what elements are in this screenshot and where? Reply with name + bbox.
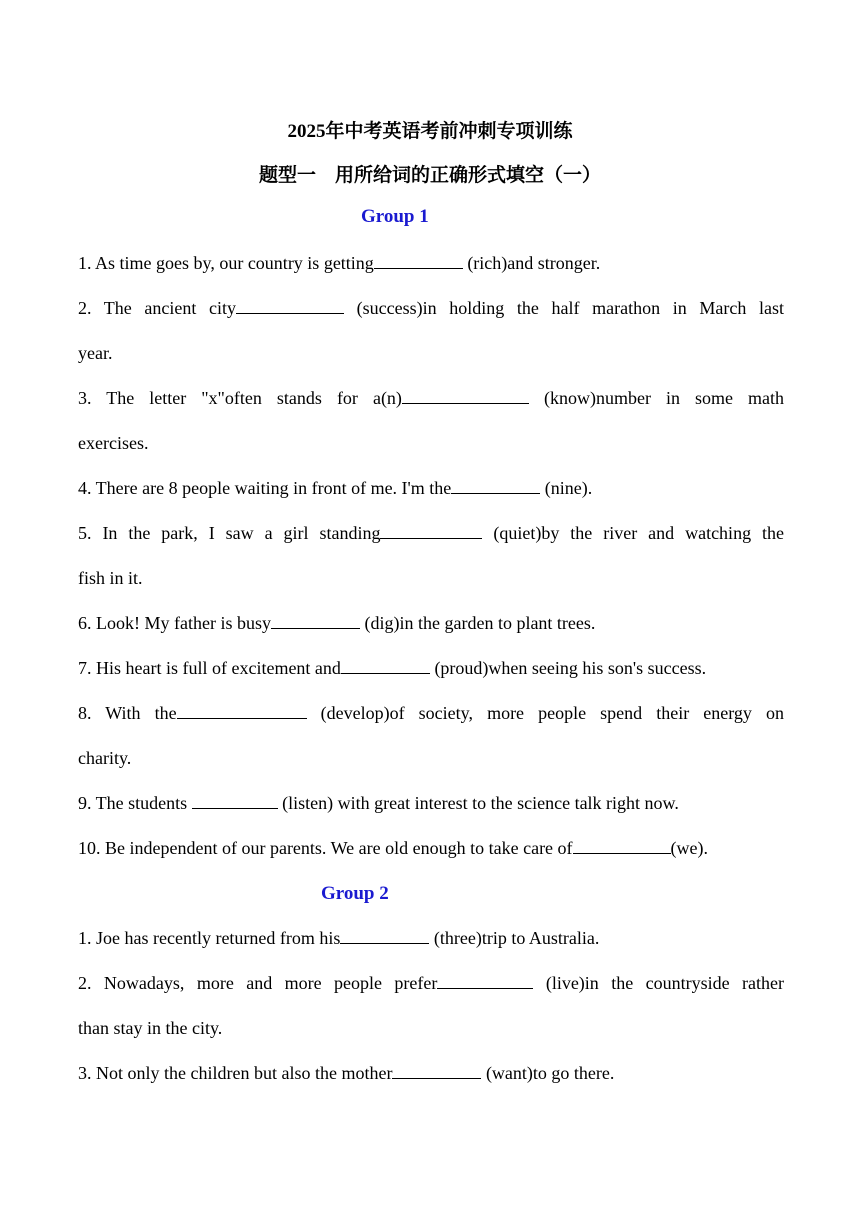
question-g1-2: 2. The ancient city (success)in holding the half marathon in March last — [78, 298, 784, 318]
question-g1-9: 9. The students (listen) with great interest to the science talk right now. — [78, 793, 679, 813]
question-g2-2-cont: than stay in the city. — [78, 1018, 223, 1038]
answer-blank[interactable] — [573, 839, 671, 854]
question-g1-7: 7. His heart is full of excitement and (proud)when seeing his son's success. — [78, 658, 707, 678]
answer-blank[interactable] — [192, 794, 278, 809]
question-g1-10: 10. Be independent of our parents. We are old enough to take care of (we). — [78, 838, 709, 858]
answer-blank[interactable] — [177, 704, 307, 719]
question-g1-2-cont: year. — [78, 343, 113, 363]
page-subtitle: 题型一 用所给词的正确形式填空（一） — [258, 165, 601, 186]
question-g1-4: 4. There are 8 people waiting in front of me. I'm the (nine). — [78, 478, 593, 498]
question-g1-5: 5. In the park, I saw a girl standing (quiet)by the river and watching the — [78, 523, 784, 543]
question-g1-3-cont: exercises. — [78, 433, 149, 453]
answer-blank[interactable] — [374, 254, 463, 269]
question-g1-8: 8. With the (develop)of society, more people spend their energy on — [78, 703, 784, 723]
question-g1-1: 1. As time goes by, our country is getting (rich)and stronger. — [78, 253, 601, 273]
answer-blank[interactable] — [271, 614, 360, 629]
answer-blank[interactable] — [451, 479, 540, 494]
page-title: 2025年中考英语考前冲刺专项训练 — [287, 121, 573, 142]
question-g1-5-cont: fish in it. — [78, 568, 143, 588]
question-g2-3: 3. Not only the children but also the mother (want)to go there. — [78, 1063, 615, 1083]
answer-blank[interactable] — [236, 299, 344, 314]
question-g1-3: 3. The letter "x"often stands for a(n) (know)number in some math — [78, 388, 784, 408]
question-g2-2: 2. Nowadays, more and more people prefer (live)in the countryside rather — [78, 973, 784, 993]
answer-blank[interactable] — [402, 389, 529, 404]
answer-blank[interactable] — [437, 974, 533, 989]
answer-blank[interactable] — [340, 929, 429, 944]
question-g2-1: 1. Joe has recently returned from his (three)trip to Australia. — [78, 928, 600, 948]
question-g1-8-cont: charity. — [78, 748, 132, 768]
group-1-heading: Group 1 — [361, 206, 429, 227]
question-g1-6: 6. Look! My father is busy (dig)in the garden to plant trees. — [78, 613, 596, 633]
answer-blank[interactable] — [392, 1064, 481, 1079]
answer-blank[interactable] — [341, 659, 430, 674]
group-2-heading: Group 2 — [321, 883, 389, 904]
answer-blank[interactable] — [380, 524, 482, 539]
